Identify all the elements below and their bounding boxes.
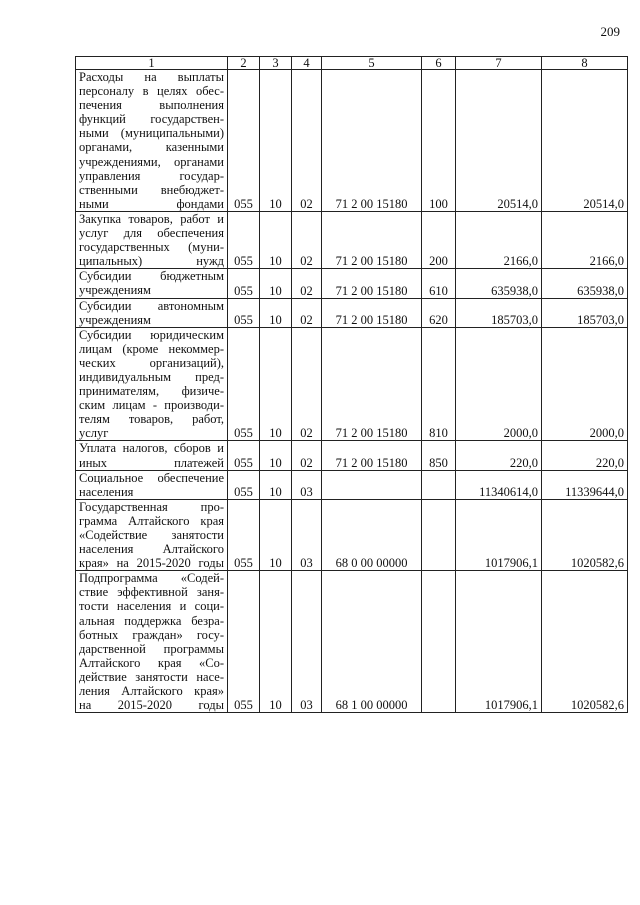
subsection-cell: 02 [292,70,322,212]
amount-year1-cell: 2000,0 [456,327,542,441]
column-header-3: 3 [260,57,292,70]
chapter-code-cell: 055 [228,441,260,470]
target-article-cell: 71 2 00 15180 [322,269,422,298]
expense-name-cell [76,70,228,212]
expense-type-cell: 100 [422,70,456,212]
expense-name-line: тости населения и соци- [79,599,224,614]
column-header-4: 4 [292,57,322,70]
expense-name-line: услуг для обеспечения [79,226,224,241]
target-article-cell: 68 1 00 00000 [322,571,422,713]
section-cell: 10 [260,470,292,499]
amount-year2-cell: 20514,0 [542,70,628,212]
column-header-1: 1 [76,57,228,70]
expense-name-cell [76,327,228,441]
expense-name-cell [76,571,228,713]
chapter-code-cell: 055 [228,298,260,327]
expense-name-line: ными фондами [79,196,224,211]
table-row [76,327,628,441]
expense-name-line: услуг [79,426,109,441]
table-row [76,571,628,713]
expense-name-line: учреждениям [79,312,151,327]
expense-name-cell [76,298,228,327]
expense-name-line: Субсидии бюджетным [79,269,224,284]
expense-name-line: печения выполнения [79,98,224,113]
amount-year2-cell: 635938,0 [542,269,628,298]
section-cell: 10 [260,441,292,470]
expense-name-line: Субсидии автономным [79,298,224,313]
section-cell: 10 [260,327,292,441]
amount-year1-cell: 185703,0 [456,298,542,327]
page-number: 209 [600,24,620,39]
amount-year1-cell: 1017906,1 [456,571,542,713]
table-body [76,70,628,713]
table-row [76,70,628,212]
section-cell: 10 [260,211,292,268]
expense-name-line: населения [79,484,134,499]
subsection-cell: 02 [292,211,322,268]
expense-name-line: принимателям, физиче- [79,384,224,399]
expense-name-cell [76,211,228,268]
expense-name-line: края» на 2015-2020 годы [79,556,224,571]
chapter-code-cell: 055 [228,571,260,713]
table-row [76,470,628,499]
subsection-cell: 02 [292,327,322,441]
amount-year2-cell: 1020582,6 [542,571,628,713]
expense-type-cell [422,499,456,570]
amount-year1-cell: 2166,0 [456,211,542,268]
target-article-cell: 71 2 00 15180 [322,70,422,212]
expense-type-cell: 850 [422,441,456,470]
expense-name-line: органами, казенными [79,140,224,155]
subsection-cell: 02 [292,441,322,470]
expense-name-line: телям товаров, работ, [79,412,224,427]
subsection-cell: 02 [292,269,322,298]
expense-name-line: ским лицам - производи- [79,398,224,413]
expense-name-cell [76,441,228,470]
chapter-code-cell: 055 [228,499,260,570]
expense-name-line: лицам (кроме некоммер- [79,341,224,356]
expense-name-line: Подпрограмма «Содей- [79,571,224,586]
subsection-cell: 03 [292,571,322,713]
expense-name-line: Алтайского края «Со- [79,655,224,670]
amount-year2-cell: 2166,0 [542,211,628,268]
amount-year1-cell: 635938,0 [456,269,542,298]
expense-name-line: ствие эффективной заня- [79,585,224,600]
amount-year1-cell: 20514,0 [456,70,542,212]
expense-name-line: ными (муниципальными) [79,126,224,141]
expense-type-cell [422,470,456,499]
expense-name-line: Закупка товаров, работ и [79,211,224,226]
section-cell: 10 [260,571,292,713]
column-header-2: 2 [228,57,260,70]
subsection-cell: 03 [292,470,322,499]
expense-name-line: «Содействие занятости [79,528,224,542]
target-article-cell: 71 2 00 15180 [322,327,422,441]
expense-type-cell: 200 [422,211,456,268]
expense-name-line: действие занятости насе- [79,669,224,684]
column-header-5: 5 [322,57,422,70]
expense-name-line: ственными внебюджет- [79,182,224,197]
expense-type-cell [422,571,456,713]
expense-name-line: дарственной программы [79,641,224,656]
expense-name-line: Социальное обеспечение [79,470,224,485]
target-article-cell: 71 2 00 15180 [322,441,422,470]
column-header-8: 8 [542,57,628,70]
expense-name-line: учреждениями, органами [79,154,224,169]
amount-year1-cell: 11340614,0 [456,470,542,499]
section-cell: 10 [260,298,292,327]
table-row [76,211,628,268]
budget-table [75,56,628,713]
chapter-code-cell: 055 [228,269,260,298]
expense-name-line: населения Алтайского [79,542,224,557]
target-article-cell: 71 2 00 15180 [322,298,422,327]
chapter-code-cell: 055 [228,327,260,441]
target-article-cell: 68 0 00 00000 [322,499,422,570]
subsection-cell: 02 [292,298,322,327]
amount-year2-cell: 2000,0 [542,327,628,441]
expense-name-line: ботных граждан» госу- [79,627,224,642]
amount-year2-cell: 1020582,6 [542,499,628,570]
table-row [76,298,628,327]
expense-name-cell [76,499,228,570]
chapter-code-cell: 055 [228,470,260,499]
target-article-cell [322,470,422,499]
expense-name-line: иных платежей [79,455,224,470]
chapter-code-cell: 055 [228,70,260,212]
target-article-cell: 71 2 00 15180 [322,211,422,268]
expense-name-line: Субсидии юридическим [79,327,224,342]
column-header-6: 6 [422,57,456,70]
column-header-7: 7 [456,57,542,70]
amount-year1-cell: 220,0 [456,441,542,470]
amount-year2-cell: 220,0 [542,441,628,470]
chapter-code-cell: 055 [228,211,260,268]
amount-year2-cell: 185703,0 [542,298,628,327]
section-cell: 10 [260,269,292,298]
expense-name-line: грамма Алтайского края [79,513,224,528]
expense-name-line: Уплата налогов, сборов и [79,441,224,456]
expense-name-cell [76,470,228,499]
expense-name-line: ления Алтайского края» [79,684,224,699]
expense-type-cell: 610 [422,269,456,298]
section-cell: 10 [260,70,292,212]
expense-type-cell: 620 [422,298,456,327]
table-row [76,441,628,470]
expense-name-cell [76,269,228,298]
expense-name-line: Расходы на выплаты [79,70,224,84]
table-row [76,499,628,570]
expense-name-line: Государственная про- [79,499,224,514]
expense-name-line: альная поддержка безра- [79,613,224,628]
expense-name-line: учреждениям [79,283,151,298]
header-row [76,57,628,70]
amount-year1-cell: 1017906,1 [456,499,542,570]
expense-name-line: ческих организаций), [79,355,224,370]
expense-name-line: ципальных) нужд [79,254,224,269]
expense-name-line: персоналу в целях обес- [79,84,224,99]
section-cell: 10 [260,499,292,570]
expense-name-line: управления государ- [79,168,224,183]
expense-name-line: индивидуальным пред- [79,369,224,384]
table-row [76,269,628,298]
amount-year2-cell: 11339644,0 [542,470,628,499]
expense-name-line: функций государствен- [79,112,224,127]
subsection-cell: 03 [292,499,322,570]
expense-name-line: на 2015-2020 годы [79,698,224,713]
expense-name-line: государственных (муни- [79,240,224,255]
expense-type-cell: 810 [422,327,456,441]
